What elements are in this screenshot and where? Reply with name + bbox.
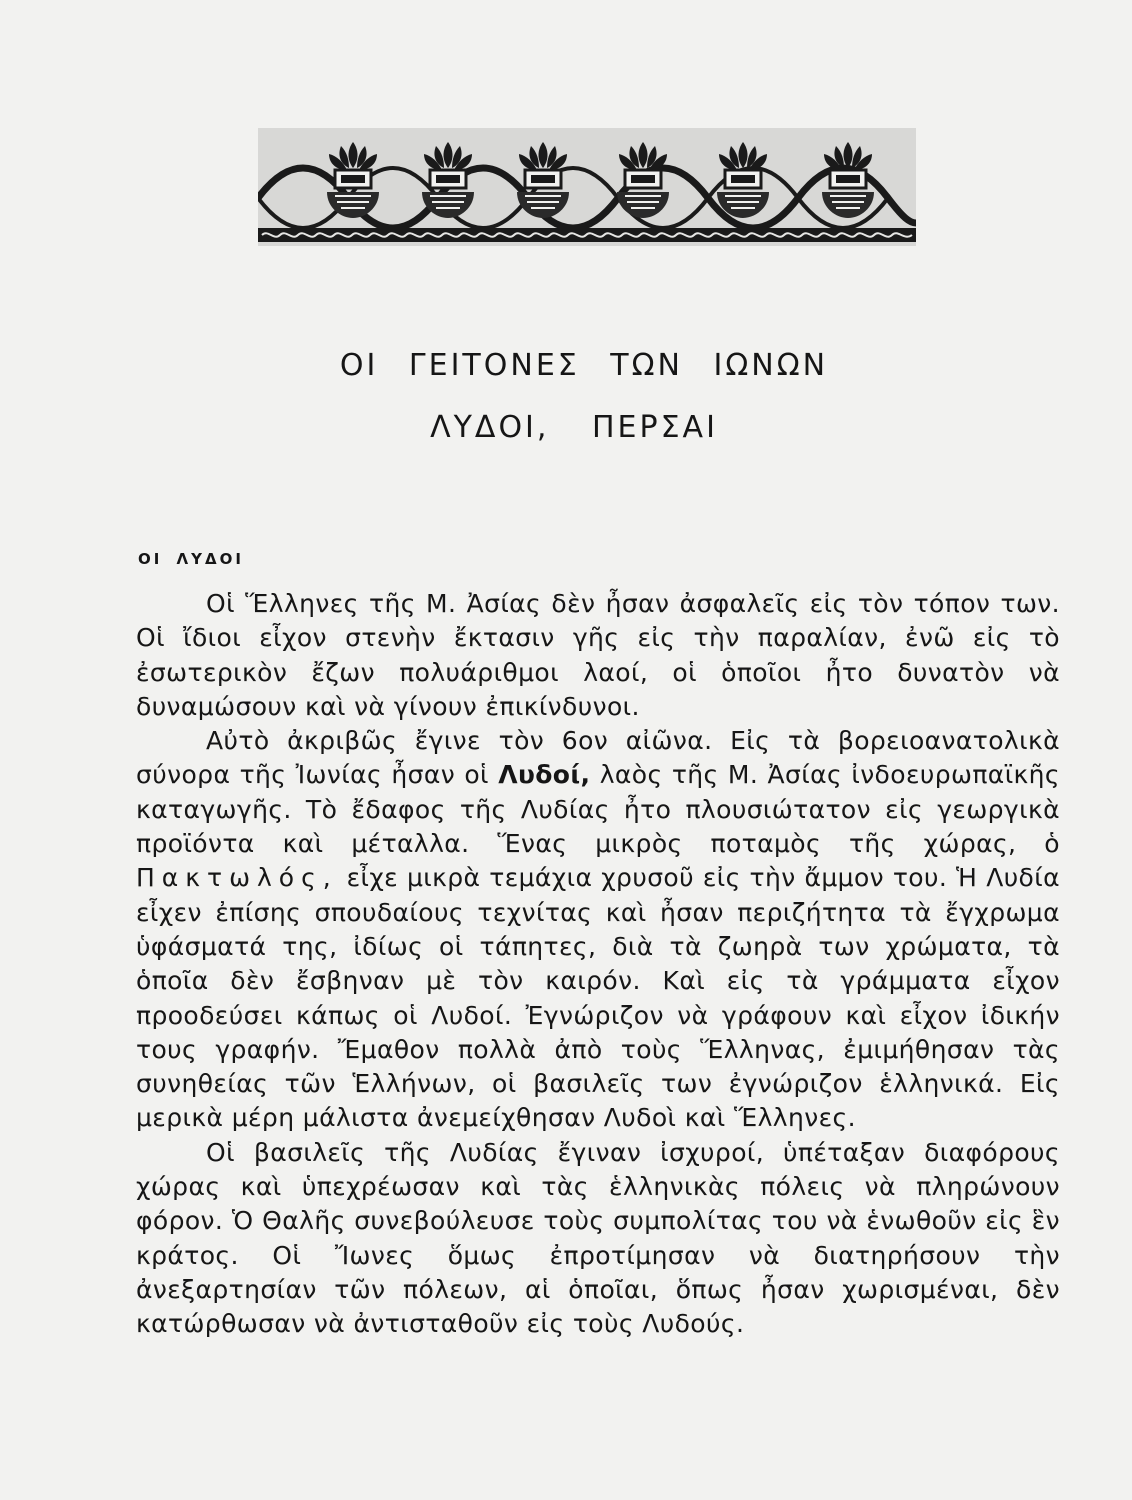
- paragraph-2-part-a: Αὐτὸ ἀκριβῶς ἔγινε τὸν 6ον αἰῶνα. Εἰς τὰ βορειοανατολικὰ σύνορα τῆς Ἰωνίας ἦσαν οἱ: [136, 726, 1060, 790]
- paragraph-1: Οἱ Ἕλληνες τῆς Μ. Ἀσίας δὲν ἦσαν ἀσφαλεῖς εἰς τὸν τόπον των. Οἱ ἴδιοι εἶχον στενὴν ἔκτασιν γῆς εἰς τὴν παραλίαν, ἐνῶ εἰς τὸ ἐσωτερικὸν ἔζων πολυάριθμοι λαοί, οἱ ὁποῖοι ἦτο δυνατὸν νὰ δυναμώσουν καὶ νὰ γίνουν ἐπικίνδυνοι.: [136, 589, 1060, 721]
- section-heading: ΟΙ ΛΥΔΟΙ: [138, 550, 244, 568]
- spaced-term-pactolus: Πακτωλός,: [136, 863, 338, 893]
- paragraph-3: Οἱ βασιλεῖς τῆς Λυδίας ἔγιναν ἰσχυροί, ὑπέταξαν διαφόρους χώρας καὶ ὑπεχρέωσαν καὶ τὰς ἑλληνικὰς πόλεις νὰ πληρώνουν φόρον. Ὁ Θαλῆς συνεβούλευσε τοὺς συμπολίτας του νὰ ἑνωθοῦν εἰς ἓν κράτος. Οἱ Ἴωνες ὅμως ἐπροτίμησαν νὰ διατηρήσουν τὴν ἀνεξαρτησίαν τῶν πόλεων, αἱ ὁποῖαι, ὅπως ἦσαν χωρισμέναι, δὲν κατώρθωσαν νὰ ἀντισταθοῦν εἰς τοὺς Λυδούς.: [136, 1137, 1060, 1339]
- bold-term-lydians: Λυδοί,: [498, 760, 591, 790]
- paragraph-2: [136, 724, 1060, 1136]
- paragraph-2-part-c: εἶχε μικρὰ τεμάχια χρυσοῦ εἰς τὴν ἄμμον του. Ἡ Λυδία εἶχεν ἐπίσης σπουδαίους τεχνίτας καὶ ἦσαν περιζήτητα τὰ ἔγχρωμα ὑφάσματά της, ἰδίως οἱ τάπητες, διὰ τὰ ζωηρὰ των χρώματα, τὰ ὁποῖα δὲν ἔσβηναν μὲ τὸν καιρόν. Καὶ εἰς τὰ γράμματα εἶχον προοδεύσει κάπως οἱ Λυδοί. Ἐγνώριζον νὰ γράφουν καὶ εἶχον ἰδικήν τους γραφήν. Ἔμαθον πολλὰ ἀπὸ τοὺς Ἕλληνας, ἐμιμήθησαν τὰς συνηθείας τῶν Ἑλλήνων, οἱ βασιλεῖς των ἐγνώριζον ἑλληνικά. Εἰς μερικὰ μέρη μάλιστα ἀνεμείχθησαν Λυδοὶ καὶ Ἕλληνες.: [136, 863, 1060, 1133]
- page-title: ΟΙ ΓΕΙΤΟΝΕΣ ΤΩΝ ΙΩΝΩΝ: [339, 348, 829, 383]
- paragraph-2-part-b: λαὸς τῆς Μ. Ἀσίας ἰνδοευρωπαϊκῆς καταγωγῆς. Τὸ ἔδαφος τῆς Λυδίας ἦτο πλουσιώτατον εἰς γεωργικὰ προϊόντα καὶ μέταλλα. Ἕνας μικρὸς ποταμὸς τῆς χώρας, ὁ: [136, 760, 1060, 859]
- palmette-frieze-ornament: [258, 128, 916, 246]
- page-subtitle: ΛΥΔΟΙ, ΠΕΡΣΑΙ: [430, 410, 718, 445]
- body-text: [136, 587, 1060, 1342]
